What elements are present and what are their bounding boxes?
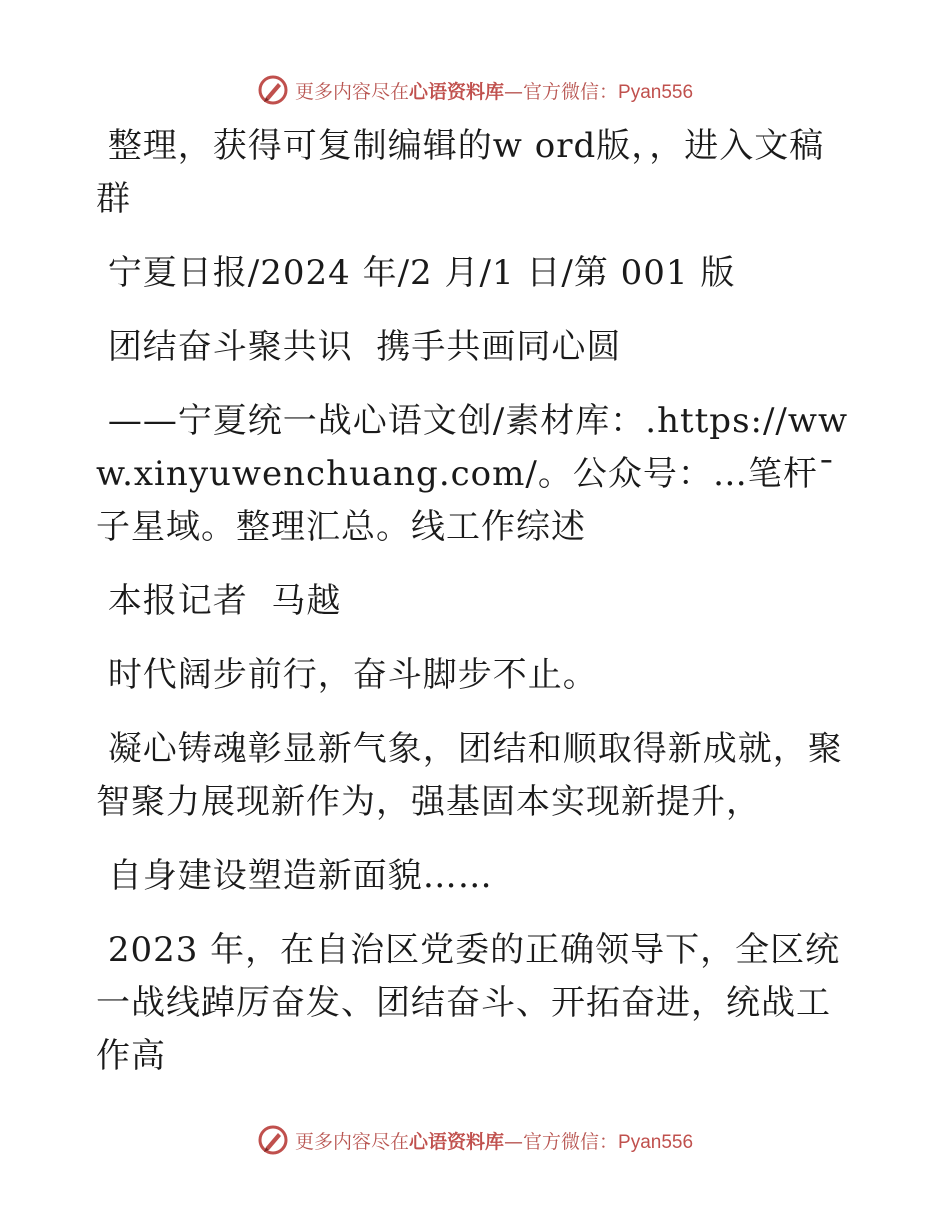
byline: 本报记者 马越 — [96, 581, 342, 621]
footer-banner-text: 更多内容尽在心语资料库—官方微信：Pyan556 — [294, 1130, 694, 1153]
paragraph: 宁夏日报/2024 年/2 月/1 日/第 001 版 — [96, 253, 736, 293]
header-banner-text: 更多内容尽在心语资料库—官方微信：Pyan556 — [294, 80, 694, 103]
paragraph: 2023 年，在自治区党委的正确领导下，全区统一战线踔厉奋发、团结奋斗、开拓奋进，统战工作高 — [96, 930, 841, 1076]
header-banner — [0, 70, 950, 110]
pen-logo-icon — [257, 74, 289, 106]
paragraph: 自身建设塑造新面貌…… — [96, 856, 493, 896]
paragraph: 时代阔步前行，奋斗脚步不止。 — [96, 655, 598, 695]
document-body — [96, 120, 856, 1104]
article-subtitle: ——宁夏统一战心语文创/素材库：.https://www.xinyuwenchuang.com/。公众号：…笔杆¯子星域。整理汇总。线工作综述 — [96, 401, 849, 547]
pen-logo-icon — [257, 1124, 289, 1156]
paragraph: 凝心铸魂彰显新气象，团结和顺取得新成就，聚智聚力展现新作为，强基固本实现新提升， — [96, 729, 843, 822]
paragraph: 整理，获得可复制编辑的w ord版，，进入文稿群 — [96, 126, 825, 219]
article-title: 团结奋斗聚共识 携手共画同心圆 — [96, 327, 622, 367]
footer-banner — [0, 1120, 950, 1160]
